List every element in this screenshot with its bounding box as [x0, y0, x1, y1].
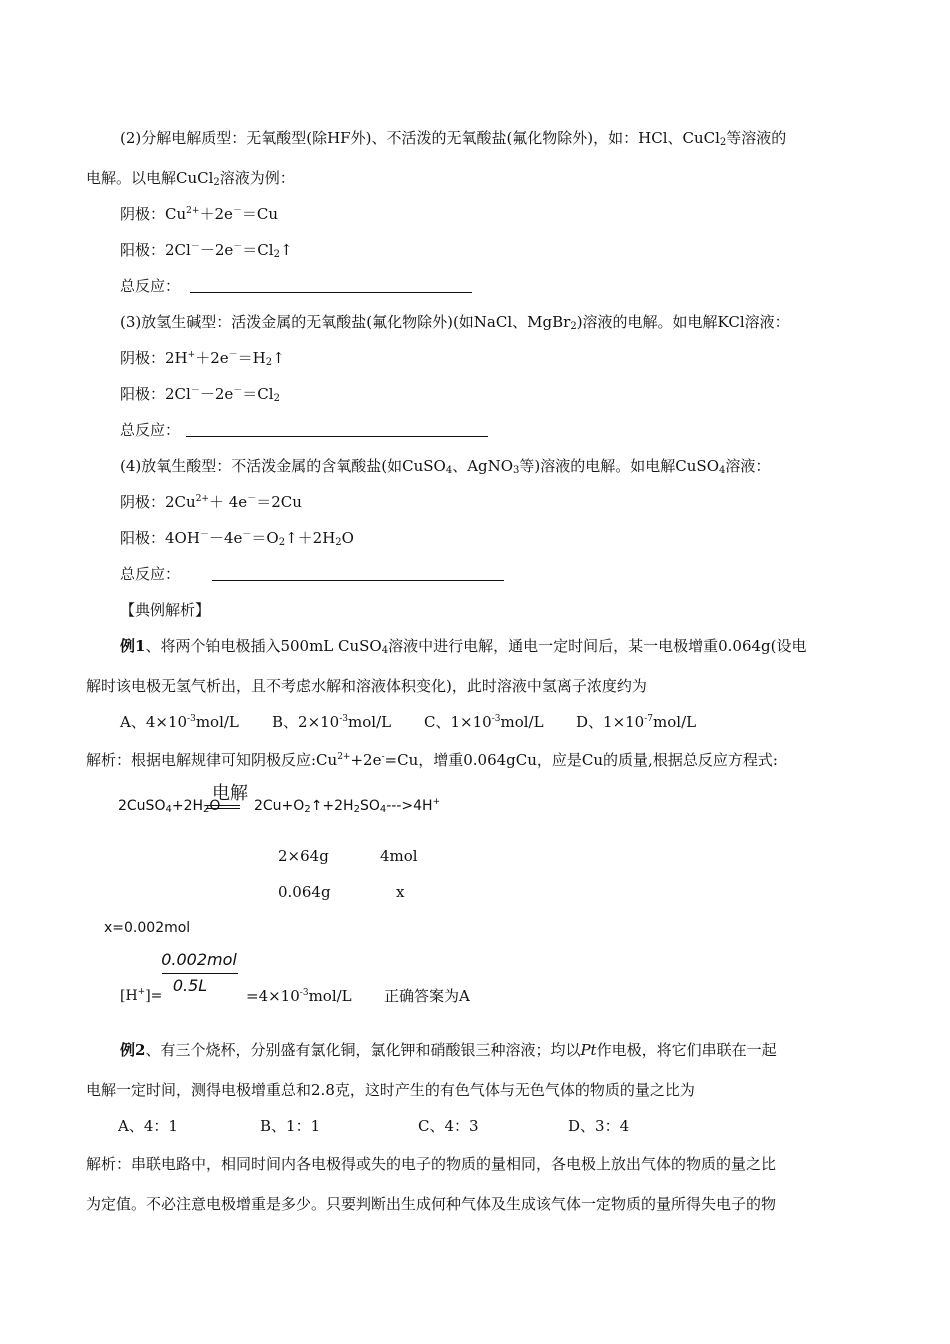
section2-heading: (2)分解电解质型：无氧酸型(除HF外)、不活泼的无氧酸盐(氟化物除外)，如：HCl、CuCl$_2$等溶液的 — [120, 129, 787, 148]
ex2-option-a[interactable]: A、4：1 — [118, 1117, 178, 1135]
ex1-options — [120, 712, 239, 732]
ex1-option-a[interactable]: A、$4\times 10^{-3}mol/L$ — [120, 713, 239, 731]
ex2-option-c[interactable]: C、4：3 — [418, 1117, 479, 1135]
section4-total: 总反应： — [120, 565, 181, 583]
ex1-row1-right: 4mol — [380, 847, 418, 865]
ex1-fraction-numerator: 0.002mol — [161, 950, 237, 969]
ex1-line1: 例1、将两个铂电极插入500mL CuSO$_4$溶液中进行电解，通电一定时间后，某一电极增重0.064g(设电 — [120, 637, 807, 656]
ex1-equation-condition: 电解 — [212, 783, 248, 804]
section2-anode: 阳极：$2Cl^--2e^-=Cl_2↑$ — [120, 241, 293, 260]
ex2-analysis-line2: 为定值。不必注意电极增重是多少。只要判断出生成何种气体及生成该气体一定物质的量所得失电子的物 — [86, 1195, 777, 1213]
ex2-analysis-line1: 解析：串联电路中，相同时间内各电极得或失的电子的物质的量相同，各电极上放出气体的物质的量之比 — [86, 1155, 777, 1173]
section2-line2: 电解。以电解CuCl$_2$溶液为例： — [86, 169, 295, 188]
ex2-line2: 电解一定时间，测得电极增重总和2.8克，这时产生的有色气体与无色气体的物质的量之比为 — [86, 1081, 695, 1099]
section4-anode: 阳极：$4OH^--4e^-=O_2↑+2H_2O$ — [120, 529, 354, 548]
section2-cathode: 阴极：$Cu^{2+}+2e^-=Cu$ — [120, 205, 279, 223]
ex2-option-d[interactable]: D、3：4 — [568, 1117, 630, 1135]
ex1-answer: 正确答案为A — [384, 987, 470, 1005]
section2-total: 总反应： — [120, 277, 181, 295]
ex1-x-result: x=0.002mol — [104, 920, 191, 936]
ex1-line2: 解时该电极无氢气析出，且不考虑水解和溶液体积变化)，此时溶液中氢离子浓度约为 — [86, 677, 647, 695]
ex2-option-b[interactable]: B、1：1 — [260, 1117, 321, 1135]
ex1-equation-left: $2CuSO_4+2H_2O$ — [118, 798, 221, 815]
section4-heading: (4)放氧生酸型：不活泼金属的含氧酸盐(如CuSO$_4$、AgNO$_3$等)溶液的电解。如电解CuSO$_4$溶液： — [120, 457, 771, 476]
ex1-h-label: [H+]= — [120, 987, 163, 1004]
ex1-option-c[interactable]: C、$1\times 10^{-3}mol/L$ — [424, 713, 544, 731]
ex1-equation-right: $2Cu+O_2↑+2H_2SO_4--->4H^+$ — [254, 797, 441, 815]
ex1-equation-equals — [206, 805, 240, 809]
ex1-row1-left: 2×64g — [278, 847, 329, 865]
section2-total-blank[interactable] — [190, 278, 472, 293]
ex1-option-d[interactable]: D、$1\times 10^{-7}mol/L$ — [576, 713, 697, 731]
ex1-analysis: 解析：根据电解规律可知阴极反应$:Cu^{2+}+2e^-=Cu$，增重0.064gCu，应是Cu的质量,根据总反应方程式: — [86, 751, 778, 769]
ex1-h-result: $=4\times 10^{-3}mol/L$ — [246, 987, 352, 1005]
section4-total-blank[interactable] — [212, 566, 504, 581]
ex2-line1: 例2、有三个烧杯，分别盛有氯化铜，氯化钾和硝酸银三种溶液；均以Pt作电极，将它们串联在一起 — [120, 1041, 777, 1059]
section3-anode: 阳极：$2Cl^--2e^-=Cl_2$ — [120, 385, 280, 404]
section3-heading: (3)放氢生碱型：活泼金属的无氧酸盐(氟化物除外)(如NaCl、MgBr$_2$)溶液的电解。如电解KCl溶液： — [120, 313, 790, 332]
ex1-fraction-denominator: 0.5L — [172, 976, 208, 995]
ex1-option-b[interactable]: B、$2\times 10^{-3}mol/L$ — [272, 713, 392, 731]
ex1-row2-right: x — [396, 883, 405, 901]
examples-heading: 【典例解析】 — [120, 601, 211, 619]
ex1-fraction-bar — [162, 973, 238, 974]
section4-cathode: 阴极：$2Cu^{2+}+ 4e^-=2Cu$ — [120, 493, 302, 511]
ex1-row2-left: 0.064g — [278, 883, 331, 901]
section3-total-blank[interactable] — [186, 422, 488, 437]
section3-cathode: 阴极：$2H^++2e^-=H_2↑$ — [120, 349, 285, 368]
section3-total: 总反应： — [120, 421, 181, 439]
